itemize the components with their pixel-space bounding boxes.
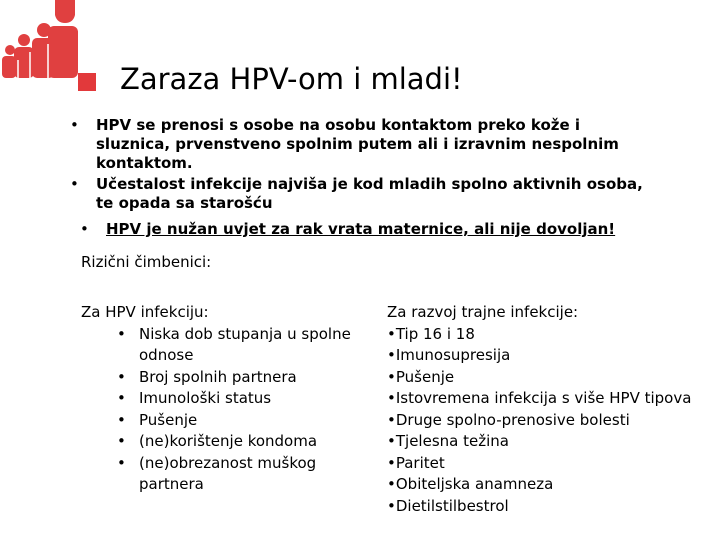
bullet-text: HPV se prenosi s osobe na osobu kontaktom preko kože i sluznica, prvenstveno spolnim putem ali i izravnim nespolnim kontaktom. [96, 116, 619, 172]
bullet-dot-icon: • [117, 432, 126, 450]
bullet-dot-icon: • [117, 410, 126, 429]
persistent-infection-factor-list [387, 324, 707, 518]
list-item-text: Imunološki status [139, 389, 272, 407]
list-item: •Imunosupresija [387, 346, 511, 364]
list-item: •Tip 16 i 18 [387, 324, 475, 343]
list-item: •Paritet [387, 453, 445, 472]
slide-title: Zaraza HPV-om i mladi! [120, 62, 463, 96]
title-accent-square [78, 73, 96, 91]
bullet-text: HPV je nužan uvjet za rak vrata maternice, ali nije dovoljan! [106, 220, 616, 238]
bullet-dot-icon: • [70, 116, 79, 134]
bullet-dot-icon: • [80, 220, 89, 238]
list-item-text: Niska dob stupanja u spolne odnose [139, 324, 351, 364]
bullet-dot-icon: • [117, 367, 126, 386]
list-item [81, 367, 371, 389]
list-item-text: (ne)korištenje kondoma [139, 432, 318, 450]
risk-factors-heading: Rizični čimbenici: [81, 253, 212, 271]
intro-bullet-list [70, 116, 650, 241]
list-item [81, 410, 371, 432]
list-item-text: (ne)obrezanost muškog partnera [139, 453, 317, 493]
list-item-text: Pušenje [139, 410, 198, 429]
list-item [81, 388, 371, 410]
bullet-item [70, 116, 650, 173]
persistent-infection-column [387, 302, 707, 517]
bullet-dot-icon: • [117, 389, 126, 407]
hpv-infection-factor-list [81, 324, 371, 496]
bullet-dot-icon: • [117, 324, 126, 343]
bullet-item [80, 220, 650, 239]
list-item-text: Tip 16 i 18 [395, 324, 475, 343]
list-item [81, 431, 371, 453]
column-heading: Za HPV infekciju: [81, 303, 209, 321]
list-item-text: Paritet [395, 453, 445, 472]
bullet-dot-icon: • [117, 453, 126, 472]
list-item: •Tjelesna težina [387, 432, 509, 450]
list-item [81, 324, 371, 367]
bullet-dot-icon: • [70, 175, 79, 193]
people-silhouette-logo-icon [0, 0, 80, 78]
column-heading: Za razvoj trajne infekcije: [387, 303, 579, 321]
list-item: •Dietilstilbestrol [387, 496, 509, 515]
list-item-text: Broj spolnih partnera [139, 367, 297, 386]
list-item: •Pušenje [387, 367, 455, 386]
list-item-text: Tjelesna težina [395, 432, 509, 450]
list-item-text: Obiteljska anamneza [395, 475, 554, 493]
list-item: •Druge spolno-prenosive bolesti [387, 410, 630, 429]
list-item: •Obiteljska anamneza [387, 475, 554, 493]
list-item-text: Istovremena infekcija s više HPV tipova [395, 389, 692, 407]
bullet-text: Učestalost infekcije najviša je kod mladih spolno aktivnih osoba, te opada sa starošću [96, 175, 643, 212]
list-item-text: Imunosupresija [395, 346, 511, 364]
list-item [81, 453, 371, 496]
hpv-infection-column [81, 302, 371, 496]
list-item-text: Druge spolno-prenosive bolesti [395, 410, 630, 429]
list-item-text: Pušenje [395, 367, 455, 386]
bullet-item [70, 175, 650, 213]
list-item-text: Dietilstilbestrol [395, 496, 509, 515]
list-item: •Istovremena infekcija s više HPV tipova [387, 389, 692, 407]
